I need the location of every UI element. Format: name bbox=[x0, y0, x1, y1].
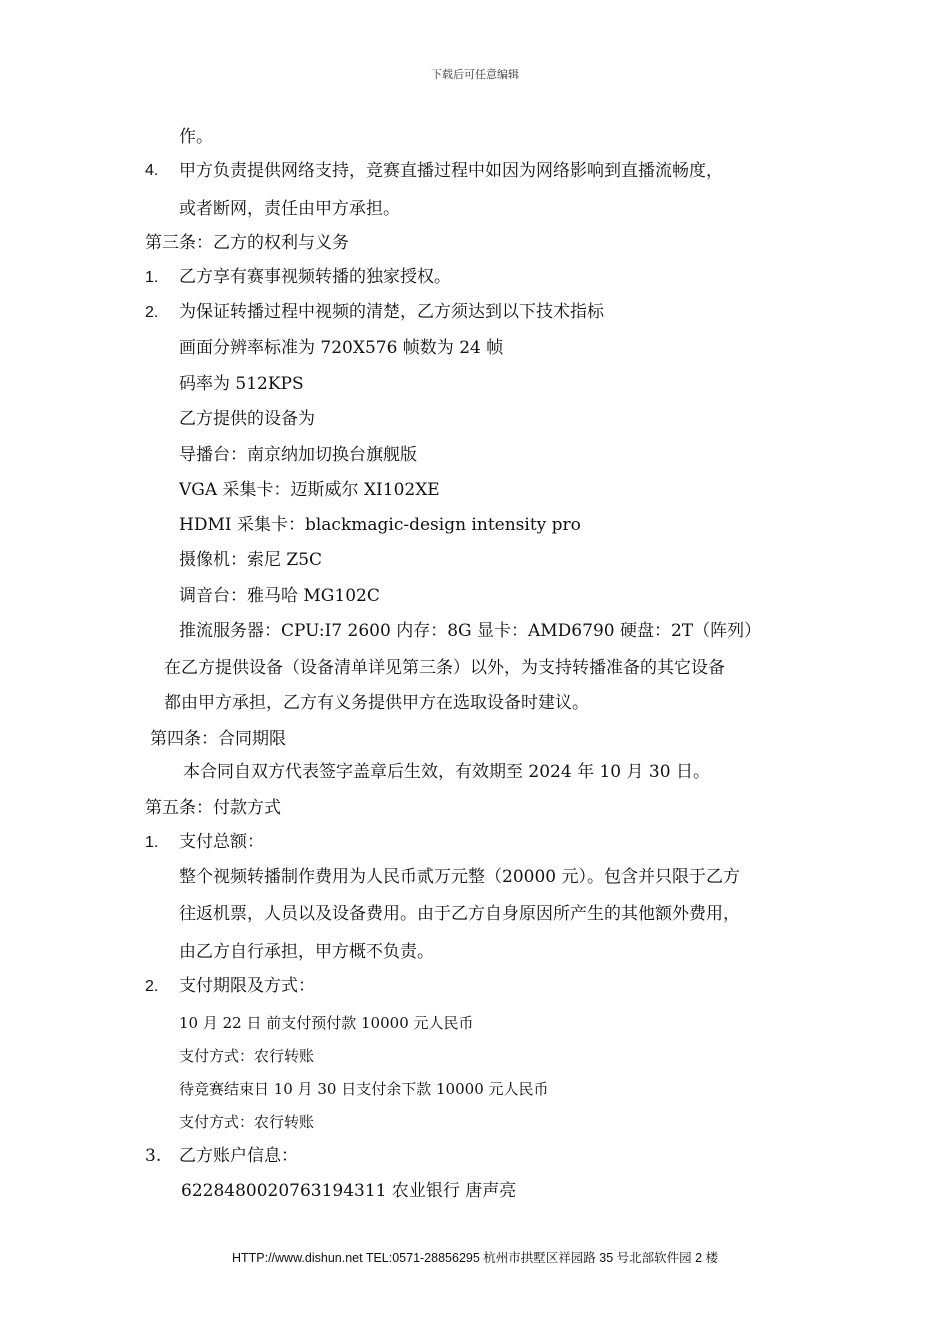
text-line: 待竞赛结束日 10 月 30 日支付余下款 10000 元人民币 bbox=[179, 1080, 549, 1098]
section-heading: 第五条：付款方式 bbox=[145, 798, 281, 818]
text-line: 乙方享有赛事视频转播的独家授权。 bbox=[179, 267, 451, 287]
text-line: 为保证转播过程中视频的清楚，乙方须达到以下技术指标 bbox=[179, 302, 604, 322]
list-number: 1. bbox=[145, 269, 159, 286]
text-line: 10 月 22 日 前支付预付款 10000 元人民币 bbox=[179, 1014, 474, 1032]
text-line: 支付方式：农行转账 bbox=[179, 1047, 315, 1065]
text-line: 推流服务器：CPU:I7 2600 内存：8G 显卡：AMD6790 硬盘：2T（阵列） bbox=[179, 621, 762, 641]
text-line: 整个视频转播制作费用为人民币贰万元整（20000 元）。包含并只限于乙方 bbox=[179, 867, 740, 887]
text-line: 在乙方提供设备（设备清单详见第三条）以外，为支持转播准备的其它设备 bbox=[164, 658, 725, 678]
text-line: 都由甲方承担，乙方有义务提供甲方在选取设备时建议。 bbox=[164, 693, 589, 713]
text-line: VGA 采集卡：迈斯威尔 XI102XE bbox=[179, 480, 440, 500]
page-header: 下载后可任意编辑 bbox=[431, 68, 519, 81]
text-line: 摄像机：索尼 Z5C bbox=[179, 550, 323, 570]
text-line: 乙方提供的设备为 bbox=[179, 409, 315, 429]
list-number: 2. bbox=[145, 304, 159, 321]
page-footer: HTTP://www.dishun.net TEL:0571-28856295 杭州市拱墅区祥园路 35 号北部软件园 2 楼 bbox=[231, 1251, 719, 1265]
section-heading: 第四条：合同期限 bbox=[150, 729, 286, 749]
text-line: 画面分辨率标准为 720X576 帧数为 24 帧 bbox=[179, 338, 504, 358]
text-line: 6228480020763194311 农业银行 唐声亮 bbox=[181, 1181, 517, 1201]
text-line: 导播台：南京纳加切换台旗舰版 bbox=[179, 445, 417, 465]
text-line: 本合同自双方代表签字盖章后生效，有效期至 2024 年 10 月 30 日。 bbox=[183, 762, 710, 782]
list-number: 2. bbox=[145, 978, 159, 995]
list-number: 4. bbox=[145, 162, 159, 179]
text-line: 或者断网，责任由甲方承担。 bbox=[179, 199, 400, 219]
text-line: 支付总额： bbox=[179, 832, 264, 852]
list-number: 3. bbox=[145, 1146, 162, 1166]
text-line: 甲方负责提供网络支持，竞赛直播过程中如因为网络影响到直播流畅度， bbox=[179, 161, 723, 181]
text-line: 支付期限及方式： bbox=[179, 976, 315, 996]
text-line: 支付方式：农行转账 bbox=[179, 1113, 315, 1131]
text-line: 乙方账户信息： bbox=[179, 1146, 298, 1166]
text-line: 由乙方自行承担，甲方概不负责。 bbox=[179, 942, 434, 962]
text-line: 码率为 512KPS bbox=[179, 374, 304, 394]
text-line: 调音台：雅马哈 MG102C bbox=[179, 586, 380, 606]
section-heading: 第三条：乙方的权利与义务 bbox=[145, 233, 349, 253]
list-number: 1. bbox=[145, 834, 159, 851]
text-line: HDMI 采集卡：blackmagic-design intensity pro bbox=[179, 515, 581, 535]
text-line: 作。 bbox=[179, 127, 213, 147]
text-line: 往返机票，人员以及设备费用。由于乙方自身原因所产生的其他额外费用， bbox=[179, 904, 740, 924]
